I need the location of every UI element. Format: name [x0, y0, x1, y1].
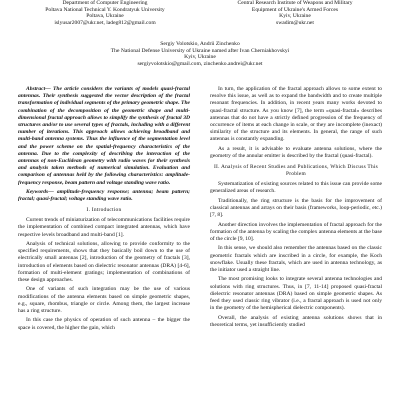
affiliation-left-line: Poltava, Ukraine: [86, 13, 124, 20]
paragraph: One of variants of such integration may be the use of various modifications of the antenna elements based on simple geometric shapes, e.g., square, rhombus, triangle or circle. Among them, the largest increase has a ring structure.: [18, 286, 190, 314]
section-heading-analysis: II. Analysis of Recent Studies and Publications, Which Discuss This Problem: [213, 163, 379, 177]
affiliation-right-email: swadim@ukr.net: [276, 19, 314, 26]
paragraph: Analysis of technical solutions, allowing to provide conformity to the specified requirements, shows that they basically boil down to the use of electrically small antennas [2], introduction of the geometry of fractals [3], introduction of elements based on dielectric resonator antennas (DRA) [4-6], formation of multi-element gratings; implementation of combinations of these design approaches.: [18, 240, 190, 283]
paragraph: Overall, the analysis of existing antenna solutions shows that in theoretical terms, yet insufficiently studied: [210, 314, 382, 328]
keywords-text: — amplitude-frequency response; antenna; beam pattern; fractal; quasi-fractal; voltage standing wave ratio.: [18, 189, 190, 203]
abstract: [18, 86, 190, 187]
abstract-label: Abstract: [26, 86, 46, 92]
section-heading-introduction: I. Introduction: [86, 206, 122, 213]
paragraph: Systematization of existing sources related to this issue can provide some generalized areas of research.: [210, 181, 382, 195]
paragraph: As a result, it is advisable to evaluate antenna solutions, where the geometry of the annular emitter is described by the fractal (quasi-fractal).: [210, 145, 382, 160]
affiliation-left-line: Poltava National Technical Y. Kondratyuk University: [45, 6, 165, 13]
author-affiliation: The National Defense University of Ukraine named after Ivan Cherniakhovskyi: [110, 47, 290, 54]
keywords-label: Keywords: [26, 189, 49, 196]
affiliation-right-line: Central Research Institute of Weapons and Military: [237, 0, 353, 6]
affiliation-right: [210, 0, 380, 26]
affiliation-right-line: Kyiv, Ukraine: [279, 13, 311, 20]
paragraph: The most promising looks to integrate several antenna technologies and solutions with ring structures. Thus, in [7, 11-14] proposed quasi-fractal dielectric resonator antennas (DRA) based on simple geometric shapes. As feed they used classic ring vibrator (i.e., a fractal approach is used not only in the geometry of the hemispherical dielectric components).: [210, 276, 382, 312]
affiliation-left: [20, 0, 190, 26]
paragraph: In this case the physics of operation of such antenna – the bigger the space is covered, the higher the gain, which: [18, 317, 190, 331]
abstract-text: — The article considers the variants of models quasi-fractal antennas. Their synthesis suggested the vector description of the fractal transformation of individual segments of the primary geometric shape. The combination of the decomposition of the geometric shape and multi-dimensional fractal approach allows to simplify the synthesis of fractal 3D structures and/or to use several types of fractals, including with a different number of iterations. This approach allows achieving broadband and multi-band antenna systems. Thus the influence of the segmentation level and the power scheme on the spatial-frequency characteristics of the antenna. Due to the complexity of describing the interaction of the antennas of non-Euclidean geometry with radio waves for their synthesis and analysis taken methods of numerical simulation. Evaluation and comparison of antennas held by the following characteristics: amplitude-frequency response, beam pattern and voltage standing wave ratio.: [18, 86, 190, 186]
paragraph: In turn, the application of the fractal approach allows to some extent to resolve this issue, as well as to expand the bandwidth and to create multiple resonant frequencies. In addition, in recent years many works devoted to quasi-fractal structure. As you know [7], the term «quasi-fractal» describes antennas that do not have a strictly defined progression of the frequency of occurrence of items at each change in scale, or they are incomplete (inexact) similarity of the structure and its elements. In general, the range of such antennas is constantly expanding.: [210, 86, 382, 143]
paragraph: In this sense, we should also remember the antennas based on the classic geometric fractals which are inscribed in a circle, for example, the Koch snowflake. Usually these fractals, which are used in antenna technology, as the initiator used a straight line.: [210, 245, 382, 273]
right-column: [210, 86, 382, 331]
affiliation-right-line: Equipment of Ukraine's Armed Forces: [251, 6, 339, 13]
affiliation-left-line: Department of Computer Engineering: [62, 0, 148, 6]
keywords: [18, 189, 190, 203]
author-city: Kyiv, Ukraine: [184, 54, 216, 61]
paragraph: Traditionally, the ring structure is the basis for the improvement of classical antennas and arrays on their basis (frameworks, loop-periodic, etc.) [7, 8].: [210, 197, 382, 219]
paragraph: Current trends of miniaturization of telecommunications facilities require the implementation of combined compact integrated antennas, which have respective levels broadband and multi-band [1].: [18, 217, 190, 238]
affiliation-left-email: islyusar2007@ukr.net, ladeg812@gmail.com: [54, 19, 156, 26]
second-author-block: [60, 41, 340, 68]
paragraph: Another direction involves the implementation of fractal approach for the formation of the antenna by scaling the complex antenna elements at the base of the circle [9, 10].: [210, 221, 382, 242]
author-names: Sergiy Volotskio, Andrii Zinchenko: [160, 41, 240, 47]
author-email: sergiyvolotskio@gmail.com, zinchenko.andrei@ukr.net: [137, 61, 263, 68]
left-column: [18, 86, 190, 334]
